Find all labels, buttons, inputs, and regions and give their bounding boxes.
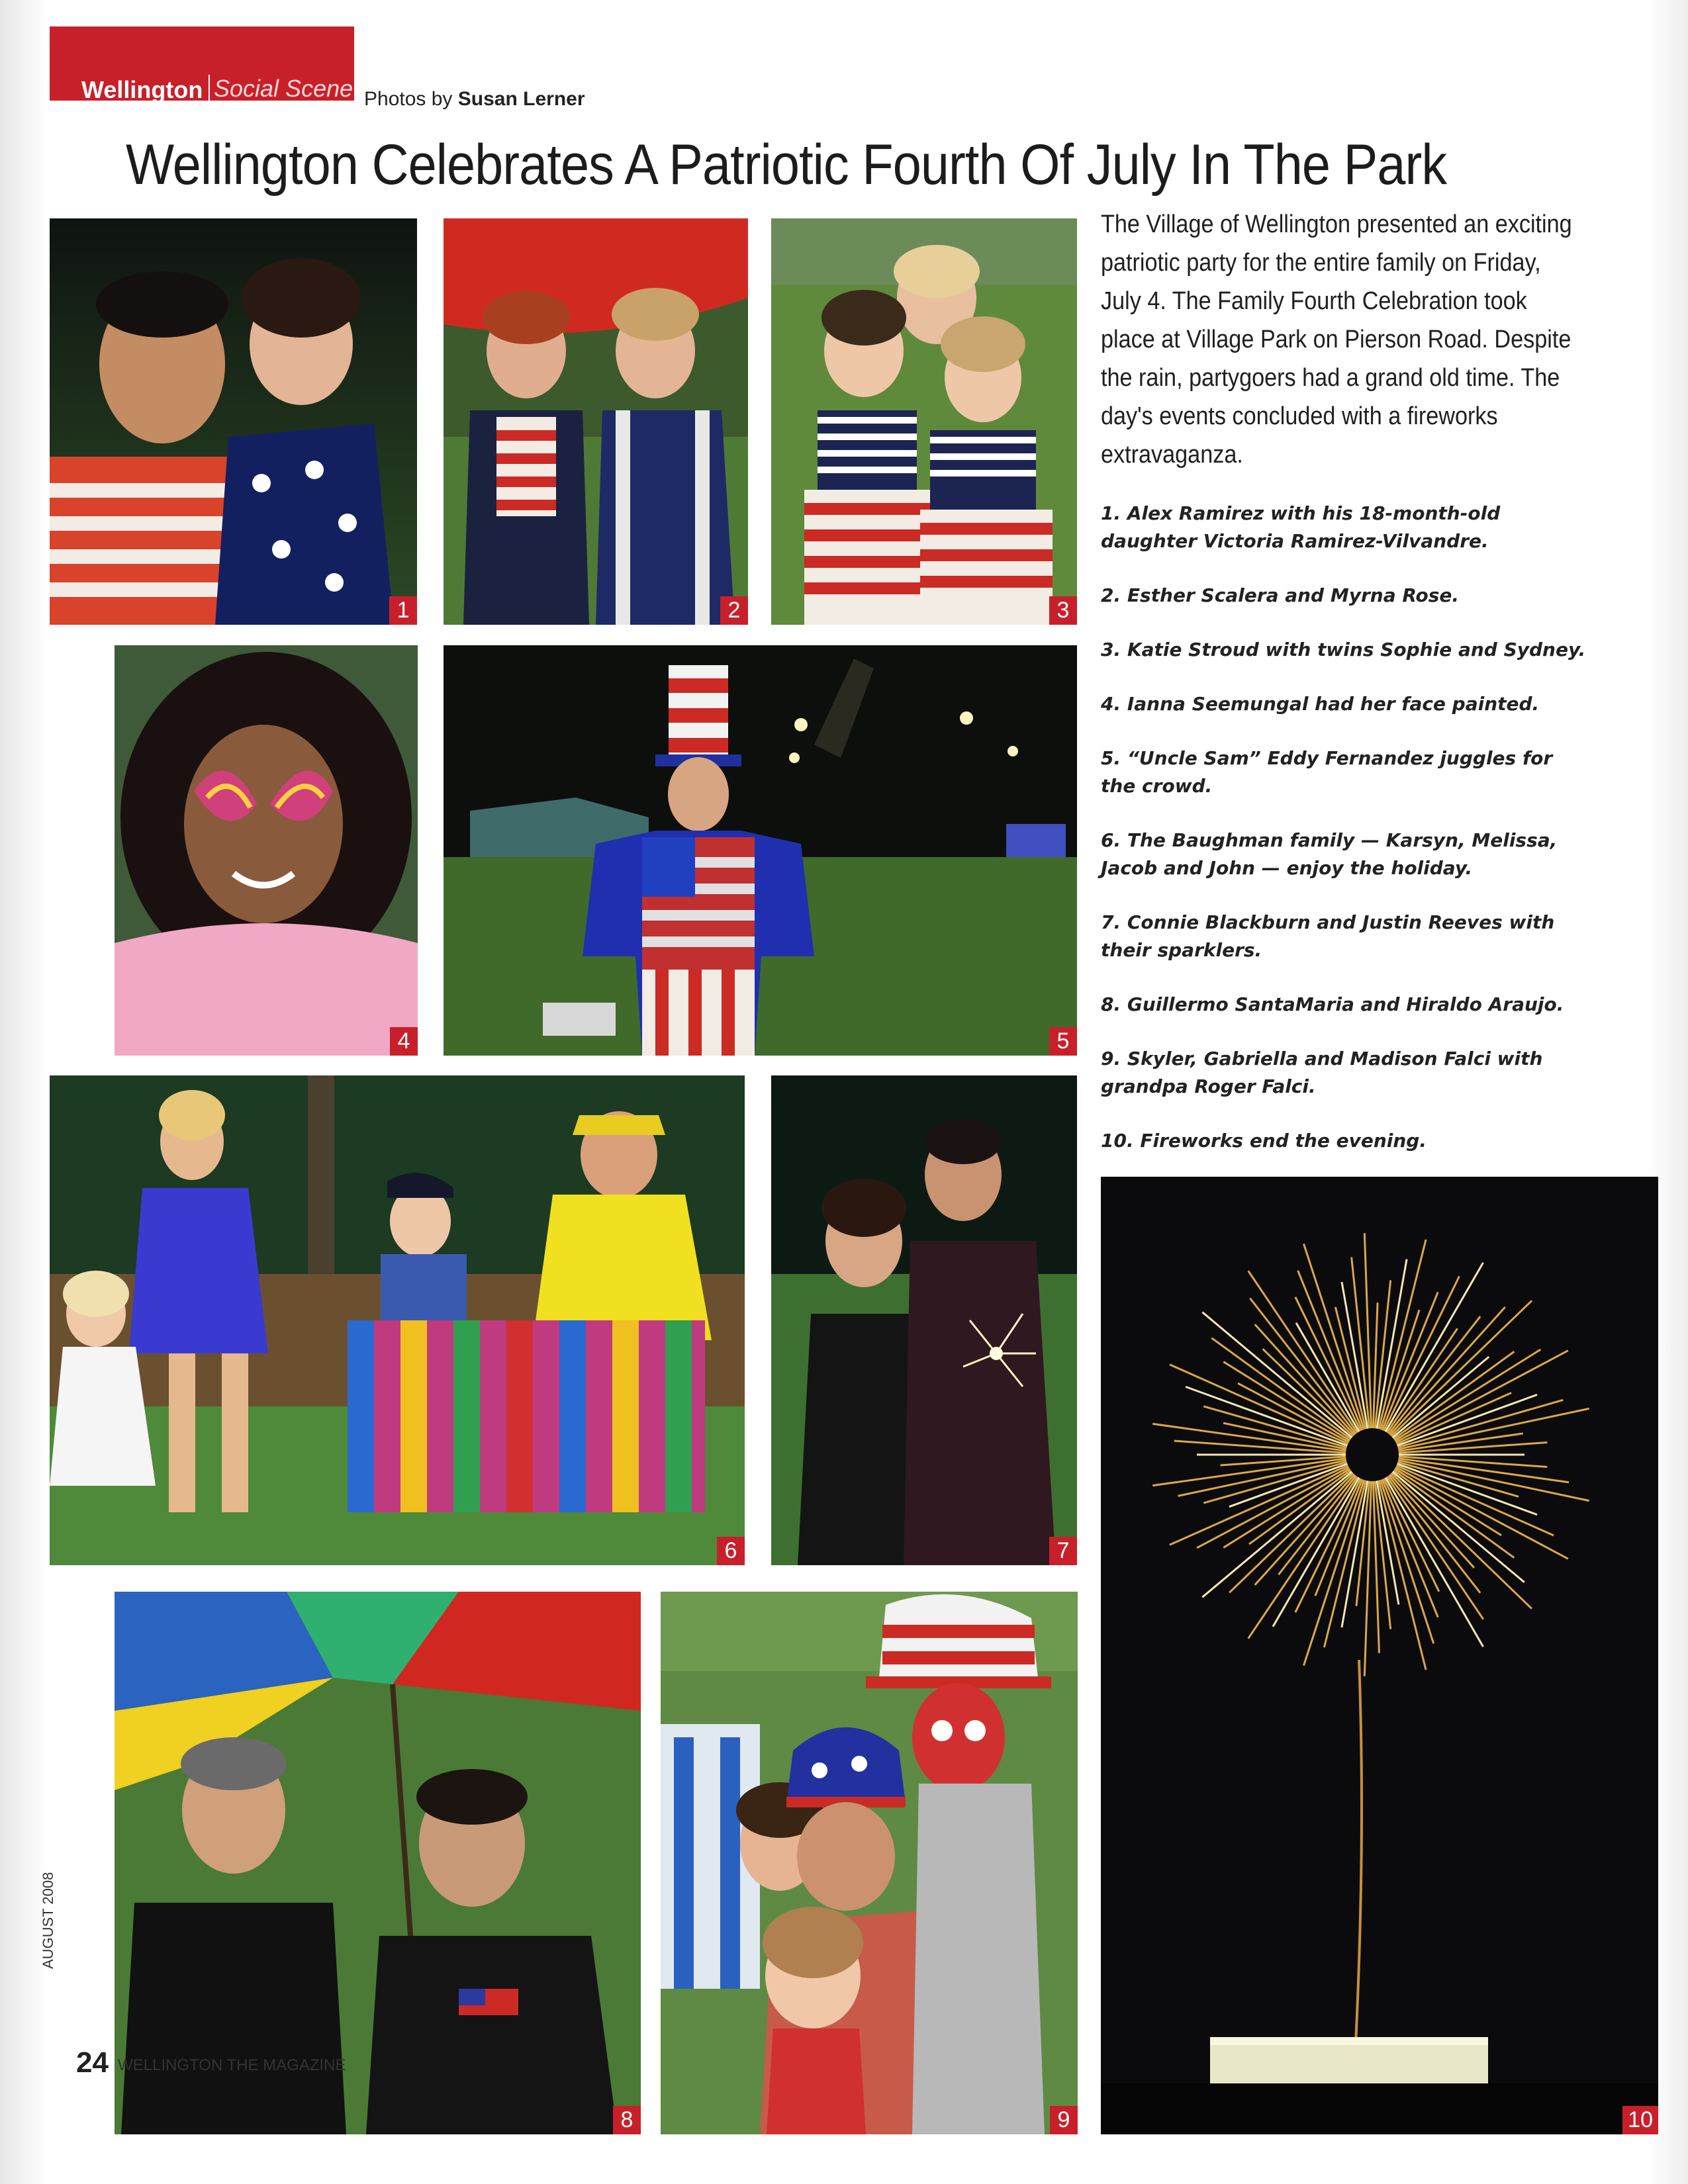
- photo-credit: [364, 88, 585, 111]
- photo-8-image: [115, 1592, 641, 2134]
- photo-number: 6: [717, 1537, 745, 1565]
- caption-item: 9. Skyler, Gabriella and Madison Falci with grandpa Roger Falci.: [1101, 1048, 1543, 1097]
- photo-number: 4: [390, 1027, 418, 1056]
- photo-4-image: [115, 645, 418, 1056]
- caption-item: 8. Guillermo SantaMaria and Hiraldo Araujo.: [1101, 993, 1564, 1015]
- photo-6-image: [50, 1075, 745, 1565]
- photo-2: [444, 218, 748, 625]
- photo-number: 3: [1049, 596, 1077, 625]
- caption-list: [1101, 500, 1591, 1181]
- photo-number: 7: [1049, 1537, 1077, 1565]
- caption-item: 5. “Uncle Sam” Eddy Fernandez juggles for the crowd.: [1101, 747, 1553, 797]
- photo-number: 8: [613, 2106, 641, 2134]
- photo-6: [50, 1075, 745, 1565]
- photo-4: [115, 645, 418, 1056]
- photo-5-image: [444, 645, 1077, 1056]
- section-subname: Social Scene: [209, 75, 353, 103]
- caption-item: 3. Katie Stroud with twins Sophie and Sydney.: [1101, 639, 1586, 660]
- scan-edge-left: [0, 0, 46, 2184]
- photo-7: [771, 1075, 1077, 1565]
- photo-2-image: [444, 218, 748, 625]
- photo-number: 5: [1049, 1027, 1077, 1056]
- article-title: Wellington Celebrates A Patriotic Fourth Of July In The Park: [126, 133, 1447, 197]
- caption-item: 1. Alex Ramirez with his 18-month-old daughter Victoria Ramirez-Vilvandre.: [1101, 502, 1501, 552]
- credit-prefix: Photos by: [364, 88, 453, 110]
- photo-5: [444, 645, 1077, 1056]
- photo-10-image: [1101, 1177, 1658, 2134]
- photo-3-image: [771, 218, 1077, 625]
- photo-number: 1: [389, 596, 417, 625]
- photo-10: [1101, 1177, 1658, 2134]
- magazine-name: WELLINGTON THE MAGAZINE: [118, 2056, 346, 2074]
- photo-3: [771, 218, 1077, 625]
- photo-9-image: [661, 1592, 1078, 2134]
- photo-1: [50, 218, 417, 625]
- caption-item: 7. Connie Blackburn and Justin Reeves with their sparklers.: [1101, 911, 1555, 961]
- credit-name: Susan Lerner: [457, 88, 585, 110]
- caption-item: 2. Esther Scalera and Myrna Rose.: [1101, 584, 1460, 606]
- photo-number: 2: [720, 596, 748, 625]
- page-number: 24: [76, 2046, 109, 2079]
- caption-item: 10. Fireworks end the evening.: [1101, 1130, 1427, 1152]
- photo-7-image: [771, 1075, 1077, 1565]
- caption-item: 4. Ianna Seemungal had her face painted.: [1101, 693, 1540, 715]
- photo-9: [661, 1592, 1078, 2134]
- caption-item: 6. The Baughman family — Karsyn, Melissa, Jacob and John — enjoy the holiday.: [1101, 829, 1558, 879]
- section-name: Wellington: [81, 76, 203, 103]
- photo-1-image: [50, 218, 417, 625]
- issue-date: AUGUST 2008: [40, 1872, 56, 1969]
- photo-8: [115, 1592, 641, 2134]
- photo-number: 9: [1050, 2106, 1078, 2134]
- article-intro: The Village of Wellington presented an exciting patriotic party for the entire family on Friday, July 4. The Family Fourth Celebration took place at Village Park on Pierson Road. Despite the rain, partygoers had a grand old time. The day's events concluded with a fireworks extravaganza.: [1101, 210, 1572, 469]
- photo-number: 10: [1622, 2106, 1658, 2134]
